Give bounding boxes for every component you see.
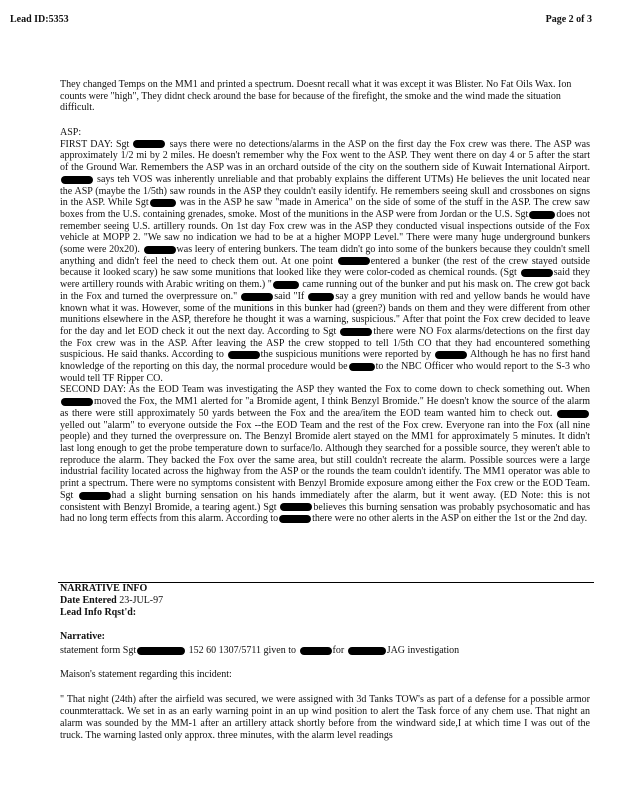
lead-info-label: Lead Info Rqst'd:	[60, 607, 137, 618]
redaction	[300, 647, 332, 655]
text-segment: does not remember seeing U.S. artillery rounds. On 1st day Fox crew was in the ASP they conducted visual inspections outside of the Fox vehicle at MOPP 2. "We saw no indication we had to be at a higher MOPP Level." There were many huge underground bunkers (some were 20x20).	[60, 208, 591, 256]
text-segment: FIRST DAY: Sgt	[60, 138, 133, 150]
asp-title: ASP:	[60, 127, 82, 138]
narrative-info-title: NARRATIVE INFO	[60, 583, 148, 594]
text-segment: say a grey munition with red and yellow bands he would have known what it was. However, some of the munitions in this bunker had (green?) bands on them and they were different from other munitions elsewhere in the ASP, therefore he thought it was a warning, suspicious." After that point the Fox crew decided to leave for the day and let EOD check it out the next day. According to Sgt	[60, 290, 590, 337]
text-segment: entered a bunker (the rest of the crew stayed outside because it looked scary) he saw some munitions that looked like they were color-coded as chemical rounds. (Sgt	[60, 255, 590, 279]
text-segment: 152 60 1307/5711 given to	[186, 645, 299, 656]
redaction	[144, 246, 176, 254]
text-segment: to the NBC Officer who would report to the S-3 who would tell TF Ripper CO.	[60, 361, 590, 384]
text-segment: says there were no detections/alarms in the ASP on the first day the Fox crew was there. The ASP was approximately 1/2 mi by 2 miles. He doesn't remember why the Fox went to the ASP. They went there on day 4 or 5 after the start of the Ground War. Remembers the ASP was in an orchard outside of the city on the southern side of Kuwait International Airport.	[60, 138, 590, 174]
text-segment: says teh VOS was inherently unreliable and that probably explains the different UTMs) He believes the unit located near the ASP (maybe the 1/5th) saw rounds in the ASP they couldn't easily identify. He remembers seeing skull and crossbones on signs in the ASP. While Sgt	[60, 173, 590, 209]
redaction	[340, 328, 372, 336]
redaction	[348, 647, 386, 655]
date-entered-value: 23-JUL-97	[119, 595, 164, 606]
redaction	[61, 398, 93, 406]
redaction	[133, 140, 165, 148]
redaction	[529, 211, 555, 219]
text-segment: there were NO Fox alarms/detections on the first day the Fox crew was in the ASP. After leaving the ASP the crew stopped to tell 1/5th CO that they had encountered something suspicious. He said thanks. According to	[60, 325, 590, 361]
text-segment: was in the ASP he saw "made in America" on the side of some of the stuff in the ASP. The crew saw boxes from the U.S. containing grenades, smoke. Most of the munitions in the ASP were from Jordan or the U.S. Sgt	[60, 197, 590, 220]
redaction	[557, 410, 589, 418]
redaction	[280, 503, 312, 511]
first-day-paragraph	[60, 139, 590, 385]
date-entered-label: Date Entered	[60, 595, 117, 606]
intro-paragraph: They changed Temps on the MM1 and printed a spectrum. Doesnt recall what it was except it was Blister. No Fat Oils Wax. Ion counts were "high", They didnt check around the base for because of the firefight, the smoke and the wind made the situation difficult.	[60, 79, 572, 114]
text-segment: said they were artillery rounds with Arabic writing on them.) "	[60, 267, 590, 291]
text-segment: moved the Fox, the MM1 alerted for "a Bromide agent, I think Benzyl Bromide." He doesn't know the source of the alarm as there were still approximately 50 yards between the Fox and the area/item the EOD team wanted him to check out.	[60, 396, 590, 419]
asp-section	[60, 127, 590, 525]
text-segment: the suspicious munitions were reported by	[260, 349, 434, 361]
redaction	[338, 257, 370, 265]
text-segment: statement form Sgt	[60, 645, 137, 656]
redaction	[61, 176, 93, 184]
redaction	[79, 492, 111, 500]
redaction	[435, 351, 467, 359]
text-segment: there were no other alerts in the ASP on either the 1st or the 2nd day.	[312, 513, 588, 525]
second-day-paragraph	[60, 384, 590, 524]
statement-line	[60, 645, 459, 656]
redaction	[150, 199, 176, 207]
text-segment: for	[332, 645, 347, 656]
text-segment: SECOND DAY: As the EOD Team was investigating the ASP they wanted the Fox to come down to check something out. When	[60, 384, 590, 396]
redaction	[279, 515, 311, 523]
redaction	[137, 647, 185, 655]
redaction	[521, 269, 553, 277]
text-segment: was leery of entering bunkers. The team didn't go into some of the bunkers because they couldn't smell anything and didn't feel the need to check them out. At one point	[60, 244, 590, 267]
redaction	[349, 363, 375, 371]
redaction	[228, 351, 260, 359]
quote-paragraph: " That night (24th) after the airfield was secured, we were assigned with 3d Tanks TOW's as part of a defense for a possible armor counmterattack. We set in as an early warning point in an up wind position to alert the Task force of any chem use. That night an alarm was sounded by the MM-1 after an artillery attack shortly before from the windward side,I at which time I was out of the truck. The warning lasted only approx. three minutes, with the alarm level readings	[60, 694, 590, 741]
redaction	[273, 281, 299, 289]
redaction	[308, 293, 334, 301]
narrative-info-block	[60, 583, 163, 619]
page-number: Page 2 of 3	[545, 14, 592, 25]
date-entered-row	[60, 595, 163, 607]
text-segment: Although he has no first hand knowledge of the reporting on this day, the normal procedure would be	[60, 349, 590, 373]
lead-id: Lead ID:5353	[10, 14, 69, 25]
maison-line: Maison's statement regarding this incident:	[60, 669, 232, 680]
text-segment: JAG investigation	[386, 645, 460, 656]
text-segment: came running out of the bunker and put his mask on. The crew got back in the Fox and turned the overpressure on."	[60, 279, 590, 302]
text-segment: yelled out "alarm" to everyone outside the Fox --the EOD Team and the rest of the Fox crew. Everyone ran into the Fox (all nine people) and they turned the overpressure on. The Benzyl Bromide alert stayed on the MM1 for approximately 5 minutes. It didn't last long enough to get the probe temperature down to surface/lo. Although they searched for a possible source, they weren't able to reproduce the alarm. They backed the Fox over the same area, but still couldn't recreate the alarm. Possible sources were a large industrial facility located across the highway from the ASP or the rounds the team couldn't identify. The MM1 operator was able to print a spectrum. There were no symptoms consistent with Benzyl Bromide exposure among either the Fox crew or the EOD Team. Sgt	[60, 419, 590, 501]
redaction	[241, 293, 273, 301]
narrative-title: Narrative:	[60, 631, 105, 642]
text-segment: had a slight burning sensation on his hands immediately after the alarm, but it went away. (ED Note: this is not consistent with Benzyl Bromide, a tearing agent.) Sgt	[60, 489, 590, 513]
text-segment: said "If	[274, 290, 308, 302]
text-segment: believes this burning sensation was probably psychosomatic and has had no long term effects from this alarm. According to	[60, 501, 590, 525]
